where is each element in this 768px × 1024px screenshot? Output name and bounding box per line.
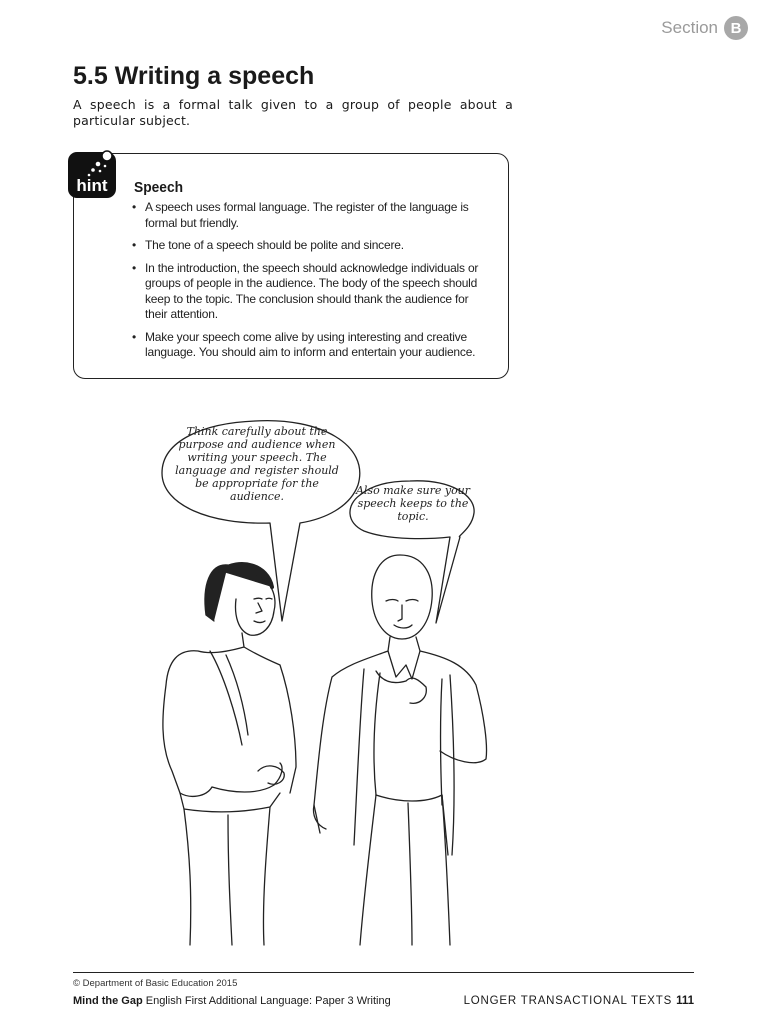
speech-bubble-right-text: Also make sure your speech keeps to the topic.: [355, 484, 471, 523]
man-figure: [314, 555, 487, 945]
girl-figure: [163, 564, 296, 945]
hint-item: • Make your speech come alive by using interesting and creative language. You should aim to inform and entertain your audience.: [132, 329, 476, 359]
hint-item: • In the introduction, the speech should acknowledge individuals or groups of people in the audience. The body of the speech should keep to the topic. The conclusion should thank the audience for their attention.: [132, 260, 479, 321]
section-letter-badge: B: [724, 16, 748, 40]
copyright: © Department of Basic Education 2015: [73, 978, 238, 989]
footer-brand: Mind the Gap: [73, 995, 143, 1007]
footer-book-title: [73, 995, 391, 1007]
section-indicator: [661, 16, 748, 40]
bullet-icon: •: [132, 260, 137, 275]
bullet-icon: •: [132, 329, 137, 344]
page-title: 5.5 Writing a speech: [73, 62, 315, 90]
footer-divider: [73, 972, 694, 973]
hint-badge: [68, 150, 120, 205]
footer-section-title: LONGER TRANSACTIONAL TEXTS: [463, 995, 673, 1007]
section-label: Section: [661, 18, 718, 37]
bullet-icon: •: [132, 200, 137, 214]
hint-heading: Speech: [134, 179, 184, 196]
intro-paragraph: A speech is a formal talk given to a group of people about a particular subject.: [73, 97, 513, 128]
hint-item: • A speech uses formal language. The register of the language is formal but friendly.: [132, 200, 469, 230]
hint-list: [132, 200, 492, 368]
footer-subtitle: English First Additional Language: Paper 3 Writing: [145, 995, 391, 1007]
hint-item: • The tone of a speech should be polite and sincere.: [132, 238, 404, 252]
speech-bubble-left-text: Think carefully about the purpose and audience when writing your speech. The language and register should be appropriate for the audience.: [175, 425, 339, 503]
bullet-icon: •: [132, 238, 137, 252]
page-number: 111: [676, 995, 694, 1007]
hint-badge-text: hint: [76, 176, 108, 195]
footer-section: [464, 995, 694, 1007]
hint-lightbulb-icon: [68, 150, 120, 200]
